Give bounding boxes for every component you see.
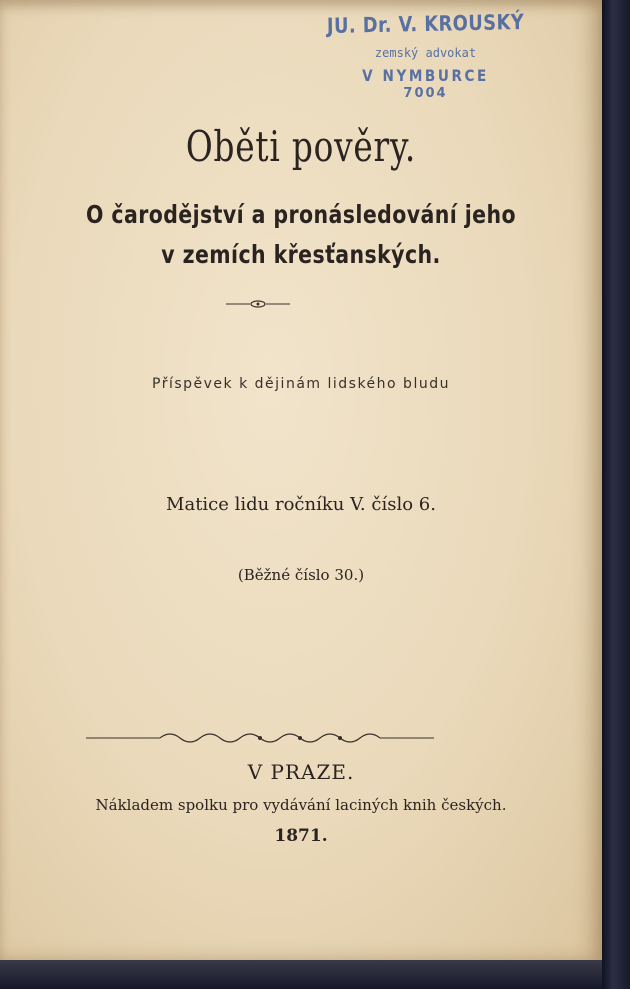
stamp-number: 7004 — [403, 86, 448, 101]
page-bottom-edge — [0, 960, 602, 989]
book-subtitle-line1: O čarodějství a pronásledování jeho — [86, 200, 516, 229]
large-divider-ornament — [0, 728, 602, 748]
stamp-name: JU. Dr. V. KROUSKÝ — [326, 9, 525, 39]
running-number: (Běžné číslo 30.) — [237, 566, 365, 584]
owner-stamp — [308, 8, 543, 104]
book-spine-edge — [602, 0, 630, 989]
book-title: Oběti pověry. — [185, 122, 417, 171]
contribution-line: Příspěvek k dějinám lidského bludu — [152, 376, 450, 392]
publisher-line: Nákladem spolku pro vydávání laciných knih českých. — [95, 796, 507, 814]
publication-year: 1871. — [274, 826, 328, 846]
stamp-profession: zemský advokat — [374, 46, 477, 60]
stamp-location: V NYMBURCE — [362, 66, 489, 85]
publication-place: V PRAZE. — [247, 760, 355, 784]
series-line: Matice lidu ročníku V. číslo 6. — [166, 494, 436, 515]
small-divider-ornament — [0, 296, 602, 312]
book-subtitle-line2: v zemích křesťanských. — [161, 240, 441, 269]
